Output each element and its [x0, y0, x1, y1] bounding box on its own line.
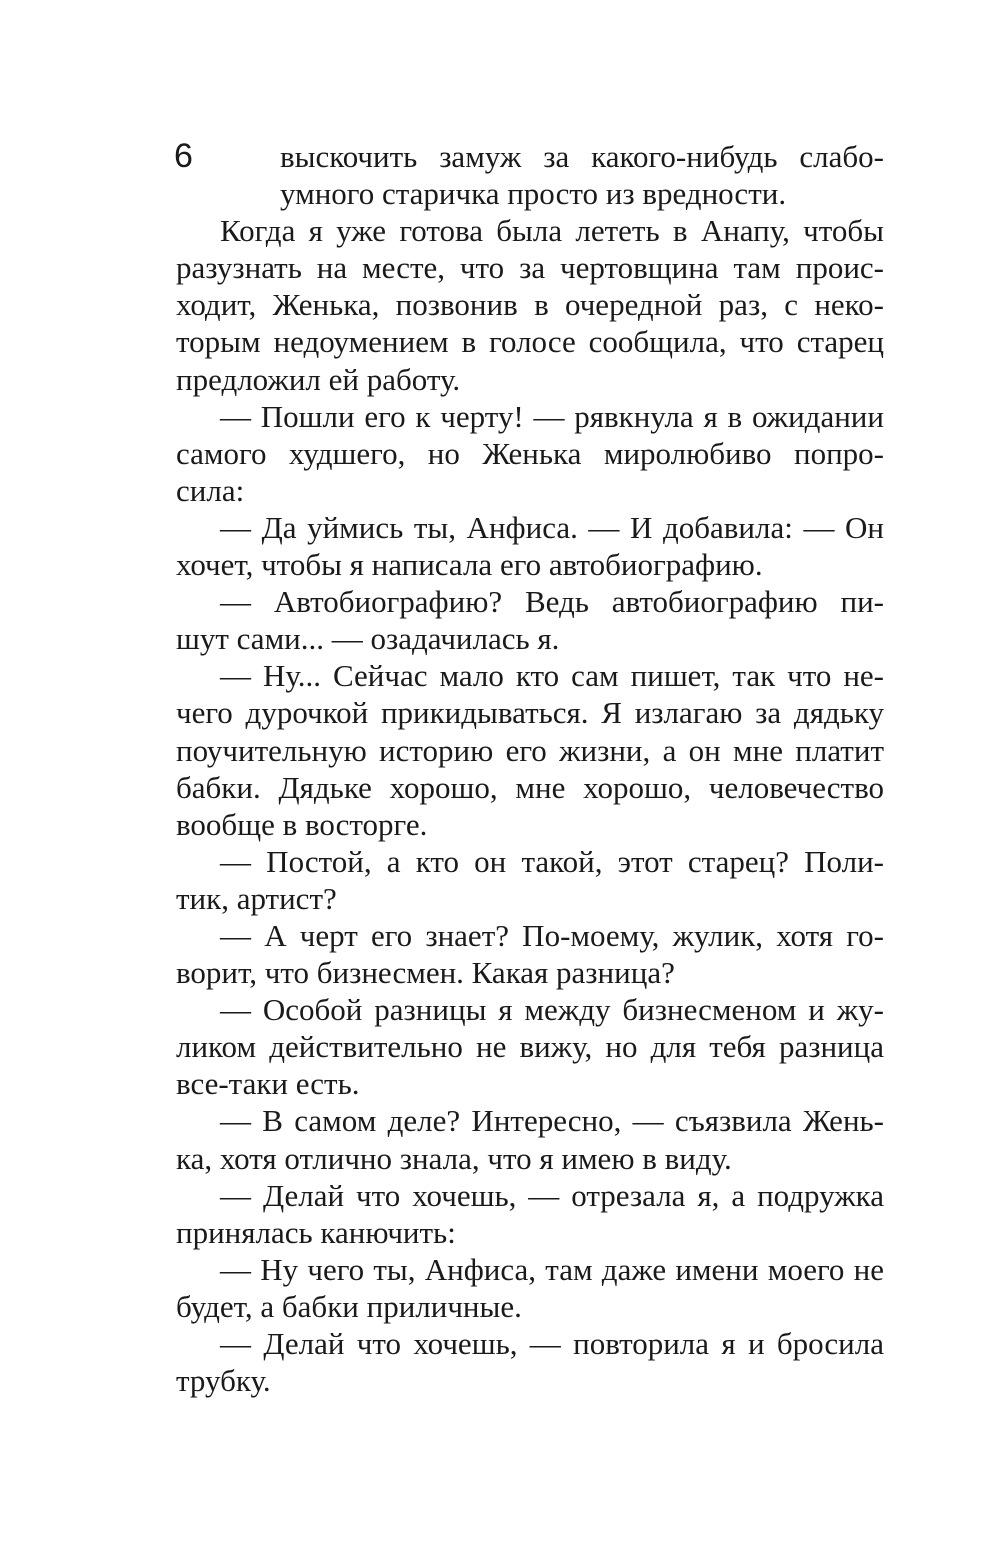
text-line: предложил ей работу. [176, 361, 461, 397]
text-line: ходит, Женька, позвонив в очередной раз, с неко- [176, 287, 884, 323]
text-line: разузнать на месте, что за чертовщина там проис- [176, 250, 884, 286]
text-line: Когда я уже готова была лететь в Анапу, чтобы [220, 213, 884, 249]
text-line: принялась канючить: [176, 1214, 456, 1250]
text-line: сила: [176, 472, 245, 508]
text-line: — Делай что хочешь, — повторила я и бросила [220, 1326, 884, 1361]
text-line: — Особой разницы я между бизнесменом и жу- [220, 992, 884, 1028]
text-line: выскочить замуж за какого-нибудь слабо- [280, 139, 884, 174]
text-line: бабки. Дядьке хорошо, мне хорошо, человечество [176, 769, 884, 805]
text-line: — В самом деле? Интересно, — съязвила Жень- [220, 1103, 884, 1139]
text-line: вообще в восторге. [176, 806, 428, 842]
text-line: все-таки есть. [176, 1066, 360, 1102]
text-line: ворит, что бизнесмен. Какая разница? [176, 955, 675, 991]
text-line: — Постой, а кто он такой, этот старец? Поли- [220, 843, 884, 879]
text-line: самого худшего, но Женька миролюбиво попро- [176, 435, 884, 471]
body-text [176, 138, 884, 1399]
text-line: — Автобиографию? Ведь автобиографию пи- [220, 584, 884, 620]
text-line: будет, а бабки приличные. [176, 1288, 522, 1324]
text-line: поучительную историю его жизни, а он мне платит [176, 732, 884, 768]
text-line: шут сами... — озадачилась я. [176, 621, 560, 657]
page-number: 6 [174, 137, 193, 175]
text-line: торым недоумением в голосе сообщила, что старец [176, 324, 884, 360]
text-line: умного старичка просто из вредности. [280, 176, 787, 212]
text-line: тик, артист? [176, 880, 337, 916]
text-line: — Делай что хочешь, — отрезала я, а подружка [220, 1177, 884, 1213]
text-line: — Ну... Сейчас мало кто сам пишет, так что не- [220, 658, 884, 694]
text-line: — Да уймись ты, Анфиса. — И добавила: — Он [220, 509, 884, 545]
text-line: — Ну чего ты, Анфиса, там даже имени моего не [220, 1251, 884, 1287]
text-line: трубку. [176, 1363, 271, 1399]
text-line: чего дурочкой прикидываться. Я излагаю за дядьку [176, 695, 884, 731]
text-line: — Пошли его к черту! — рявкнула я в ожидании [220, 398, 884, 434]
text-line: ликом действительно не вижу, но для тебя разница [176, 1029, 884, 1065]
text-line: хочет, чтобы я написала его автобиографию. [176, 547, 763, 583]
text-line: — А черт его знает? По-моему, жулик, хотя го- [220, 917, 884, 953]
text-line: ка, хотя отлично знала, что я имею в виду. [176, 1140, 732, 1176]
